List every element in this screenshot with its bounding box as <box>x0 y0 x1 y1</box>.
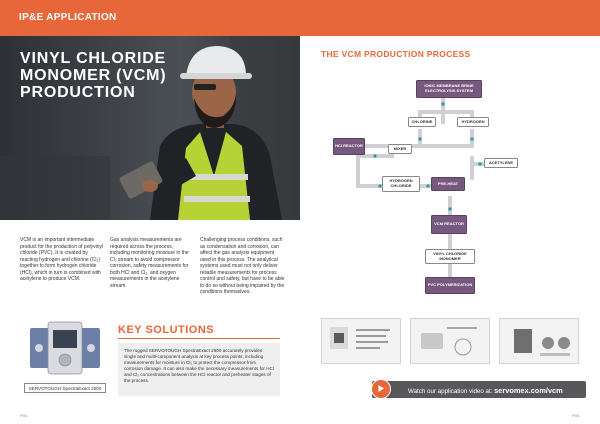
hero-photo <box>0 36 300 220</box>
section-banner <box>0 0 600 36</box>
hcl-reactor-node: HCl REACTOR <box>333 138 365 155</box>
hydrogen-node: HYDROGEN <box>457 117 489 127</box>
video-link-bar[interactable] <box>372 381 586 398</box>
chlorine-node: CHLORINE <box>408 117 436 127</box>
pvc-polymerization-node: PVC POLYMERIZATION <box>425 277 475 294</box>
intro-paragraph-1: VCM is an important intermediate product for the production of polyvinyl chloride (PVC). It is created by reacting hydrogen and chlorine (Cl₂) together to form hydrogen chloride (HCl), which in turn is combined with acetylene to produce VCM. <box>20 237 104 282</box>
acetylene-node: ACETYLENE <box>484 158 518 168</box>
video-thumbnail-1[interactable] <box>321 318 401 364</box>
vcm-reactor-node: VCM REACTOR <box>431 215 467 234</box>
key-solutions-heading: KEY SOLUTIONS <box>118 324 215 336</box>
hydrogen-chloride-node: HYDROGEN CHLORIDE <box>382 176 420 192</box>
page-number-left: P04 <box>20 413 28 418</box>
heading-divider <box>118 338 280 339</box>
diagram-title: THE VCM PRODUCTION PROCESS <box>321 49 471 59</box>
vcm-process-diagram <box>300 60 600 310</box>
key-solutions-text: The rugged SERVOTOUGH SpectraExact 2500 accurately provides single and multi-component analysis at key process points, including measurements for moisture in Cl₂ to protect the compressor from corrosion damage. It can also make the necessary measurements for HCl and Cl₂ concentrations between the HCl reactor and preheater stages of the process. <box>118 343 280 396</box>
product-label: SERVOTOUGH SpectraExact 2500 <box>24 383 106 393</box>
vinyl-chloride-monomer-node: VINYL CHLORIDE MONOMER <box>425 249 475 264</box>
video-link-text[interactable]: Watch our application video at: servomex.com/vcm <box>408 386 563 395</box>
video-thumbnail-2[interactable] <box>410 318 490 364</box>
video-still-image <box>322 319 402 365</box>
mixer-node: MIXER <box>388 144 412 154</box>
electrolysis-node: IONIC MEMBRANE BRINE ELECTROLYSIS SYSTEM <box>416 80 482 98</box>
section-label: IP&E APPLICATION <box>19 12 117 23</box>
intro-paragraph-2: Gas analysis measurements are required across the process, including monitoring moisture in the Cl₂ stream to avoid compressor corrosion, safety measurements for both HCl and Cl₂, and oxygen measurements in the acetylene stream. <box>110 237 189 289</box>
spectraexact-analyser-image <box>24 314 106 384</box>
video-url[interactable]: servomex.com/vcm <box>494 386 563 395</box>
page-title: VINYL CHLORIDE MONOMER (VCM) PRODUCTION <box>20 50 167 101</box>
page-number-right: P05 <box>572 413 580 418</box>
video-still-image <box>500 319 580 365</box>
intro-paragraph-3: Challenging process conditions, such as condensation and corrosion, can affect the gas analysis equipment used in this process. The analytical systems used must not only deliver reliable measurements for process control and safety, but have to be able to do so without being impaired by the conditions themselves. <box>200 237 285 295</box>
video-thumbnail-3[interactable] <box>499 318 579 364</box>
video-still-image <box>411 319 491 365</box>
preheat-node: PRE-HEAT <box>431 177 465 191</box>
play-icon[interactable] <box>371 379 391 399</box>
